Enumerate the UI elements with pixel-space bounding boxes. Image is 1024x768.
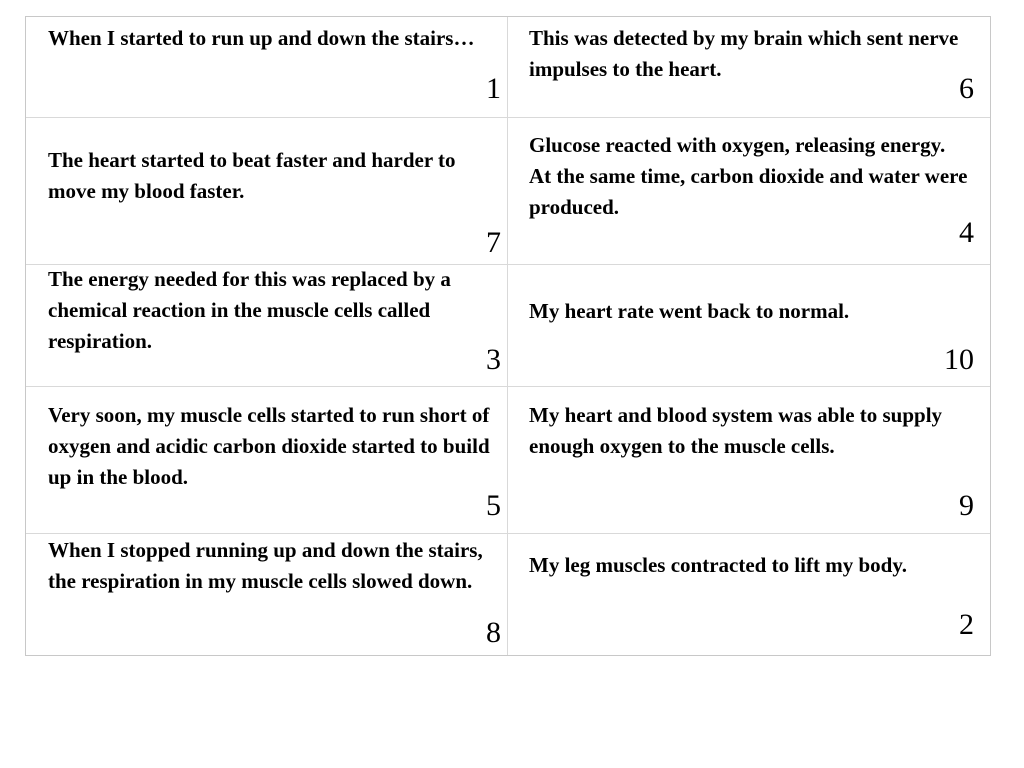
card-cell bbox=[26, 17, 508, 118]
card-cell bbox=[508, 118, 990, 265]
card-cell bbox=[508, 534, 990, 655]
card-cell bbox=[26, 118, 508, 265]
card-number: 7 bbox=[486, 226, 501, 259]
card-number: 5 bbox=[486, 489, 501, 522]
card-number: 9 bbox=[959, 489, 974, 522]
card-statement: Glucose reacted with oxygen, releasing energy. At the same time, carbon dioxide and water were produced. bbox=[529, 133, 968, 219]
card-statement: When I stopped running up and down the stairs, the respiration in my muscle cells slowed down. bbox=[48, 538, 483, 593]
card-cell bbox=[26, 387, 508, 534]
card-statement: My heart rate went back to normal. bbox=[529, 299, 850, 323]
card-number: 3 bbox=[486, 343, 501, 376]
card-cell bbox=[508, 17, 990, 118]
card-cell bbox=[508, 265, 990, 387]
card-cell bbox=[26, 265, 508, 387]
card-cell bbox=[508, 387, 990, 534]
card-number: 1 bbox=[486, 72, 501, 105]
sequence-card-table bbox=[25, 16, 991, 656]
card-statement: Very soon, my muscle cells started to run short of oxygen and acidic carbon dioxide started to build up in the blood. bbox=[48, 403, 490, 489]
card-cell bbox=[26, 534, 508, 655]
card-statement: My heart and blood system was able to supply enough oxygen to the muscle cells. bbox=[529, 403, 943, 458]
card-number: 2 bbox=[959, 608, 974, 641]
card-number: 8 bbox=[486, 616, 501, 649]
card-statement: When I started to run up and down the stairs… bbox=[48, 26, 475, 50]
card-number: 4 bbox=[959, 216, 974, 249]
card-statement: The energy needed for this was replaced by a chemical reaction in the muscle cells called respiration. bbox=[48, 267, 451, 353]
card-statement: The heart started to beat faster and harder to move my blood faster. bbox=[48, 148, 456, 203]
card-number: 10 bbox=[944, 343, 974, 376]
card-number: 6 bbox=[959, 72, 974, 105]
card-statement: My leg muscles contracted to lift my body. bbox=[529, 553, 907, 577]
card-statement: This was detected by my brain which sent nerve impulses to the heart. bbox=[529, 26, 959, 81]
